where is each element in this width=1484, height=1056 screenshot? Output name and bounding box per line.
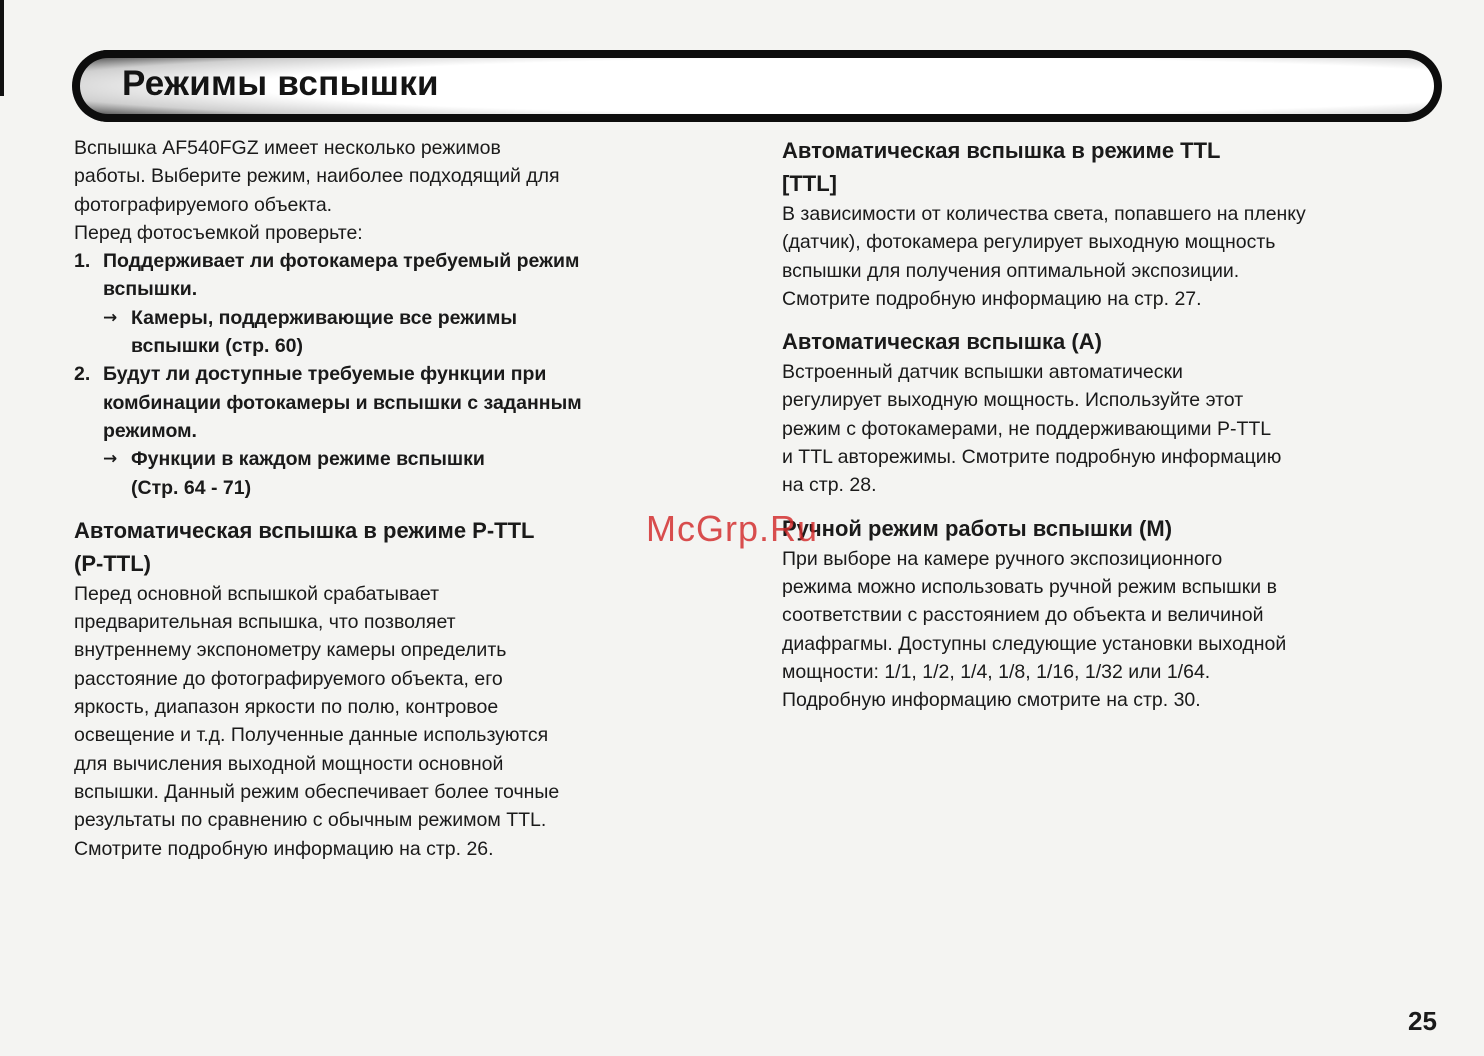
heading-line: [TTL] <box>782 171 837 196</box>
page-title: Режимы вспышки <box>122 64 439 103</box>
heading-line: Автоматическая вспышка в режиме TTL <box>782 138 1221 163</box>
body-line: вспышки для получения оптимальной экспозиции. <box>782 259 1240 282</box>
body-line: для вычисления выходной мощности основной <box>74 752 504 775</box>
checklist-item-2 <box>74 360 724 445</box>
intro-line: работы. Выберите режим, наиболее подходящий для <box>74 165 560 188</box>
section-body-pttl <box>74 580 724 863</box>
body-line: результаты по сравнению с обычным режимом TTL. <box>74 809 547 832</box>
item-number: 2. <box>74 363 91 386</box>
section-body-ttl <box>782 200 1442 313</box>
body-line: Встроенный датчик вспышки автоматически <box>782 361 1183 384</box>
section-heading-ttl <box>782 134 1442 200</box>
section-body-manual <box>782 545 1442 715</box>
body-line: соответствии с расстоянием до объекта и величиной <box>782 604 1264 627</box>
reference-line: вспышки (стр. 60) <box>131 335 304 358</box>
body-line: регулирует выходную мощность. Используйте этот <box>782 389 1244 412</box>
body-line: Перед основной вспышкой срабатывает <box>74 582 440 605</box>
body-line: освещение и т.д. Полученные данные используются <box>74 724 549 747</box>
body-line: В зависимости от количества света, попавшего на пленку <box>782 203 1306 225</box>
scan-edge-mark <box>0 0 4 96</box>
watermark: McGrp.Ru <box>646 508 819 549</box>
item-line: режимом. <box>103 419 197 442</box>
body-line: яркость, диапазон яркости по полю, контровое <box>74 696 499 719</box>
body-line: При выборе на камере ручного экспозиционного <box>782 547 1223 570</box>
checklist-item-1 <box>74 247 724 304</box>
arrow-icon: → <box>103 307 118 328</box>
section-heading-pttl <box>74 514 724 580</box>
heading-line: (P-TTL) <box>74 550 151 576</box>
body-line: Подробную информацию смотрите на стр. 30. <box>782 689 1201 712</box>
body-line: расстояние до фотографируемого объекта, его <box>74 667 503 690</box>
reference-line: Функции в каждом режиме вспышки <box>131 448 485 471</box>
reference-line: Камеры, поддерживающие все режимы <box>131 306 518 329</box>
section-heading-auto <box>782 325 1442 358</box>
body-line: режим с фотокамерами, не поддерживающими P-TTL <box>782 417 1272 440</box>
item-line: комбинации фотокамеры и вспышки с заданным <box>103 391 582 414</box>
body-line: диафрагмы. Доступны следующие установки выходной <box>782 632 1287 655</box>
body-line: режима можно использовать ручной режим вспышки в <box>782 575 1277 598</box>
title-banner <box>72 50 1442 122</box>
intro-line: Вспышка AF540FGZ имеет несколько режимов <box>74 137 501 159</box>
body-line: (датчик), фотокамера регулирует выходную мощность <box>782 231 1276 254</box>
checklist-item-1-reference <box>74 304 724 361</box>
item-number: 1. <box>74 250 91 273</box>
body-line: мощности: 1/1, 1/2, 1/4, 1/8, 1/16, 1/32 или 1/64. <box>782 660 1211 683</box>
heading-line: Ручной режим работы вспышки (М) <box>782 515 1173 541</box>
body-line: на стр. 28. <box>782 474 877 497</box>
heading-line: Автоматическая вспышка в режиме P-TTL <box>74 517 535 543</box>
body-line: Смотрите подробную информацию на стр. 26. <box>74 837 494 860</box>
checklist-item-2-reference <box>74 445 724 502</box>
body-line: вспышки. Данный режим обеспечивает более точные <box>74 780 560 803</box>
body-line: Смотрите подробную информацию на стр. 27. <box>782 287 1202 310</box>
body-line: предварительная вспышка, что позволяет <box>74 611 456 634</box>
intro-line: фотографируемого объекта. <box>74 193 333 216</box>
section-body-auto <box>782 358 1442 499</box>
heading-line: Автоматическая вспышка (А) <box>782 329 1102 355</box>
section-heading-manual <box>782 512 1442 545</box>
item-line: Будут ли доступные требуемые функции при <box>103 363 547 386</box>
right-column <box>782 134 1442 714</box>
page-number: 25 <box>1408 1006 1437 1036</box>
item-line: вспышки. <box>103 278 198 301</box>
left-column <box>74 134 724 863</box>
item-line: Поддерживает ли фотокамера требуемый режим <box>103 250 580 273</box>
intro-line: Перед фотосъемкой проверьте: <box>74 221 363 244</box>
arrow-icon: → <box>103 449 118 470</box>
body-line: внутреннему экспонометру камеры определить <box>74 639 507 662</box>
reference-line: (Стр. 64 - 71) <box>131 476 252 499</box>
body-line: и TTL авторежимы. Смотрите подробную информацию <box>782 446 1282 469</box>
